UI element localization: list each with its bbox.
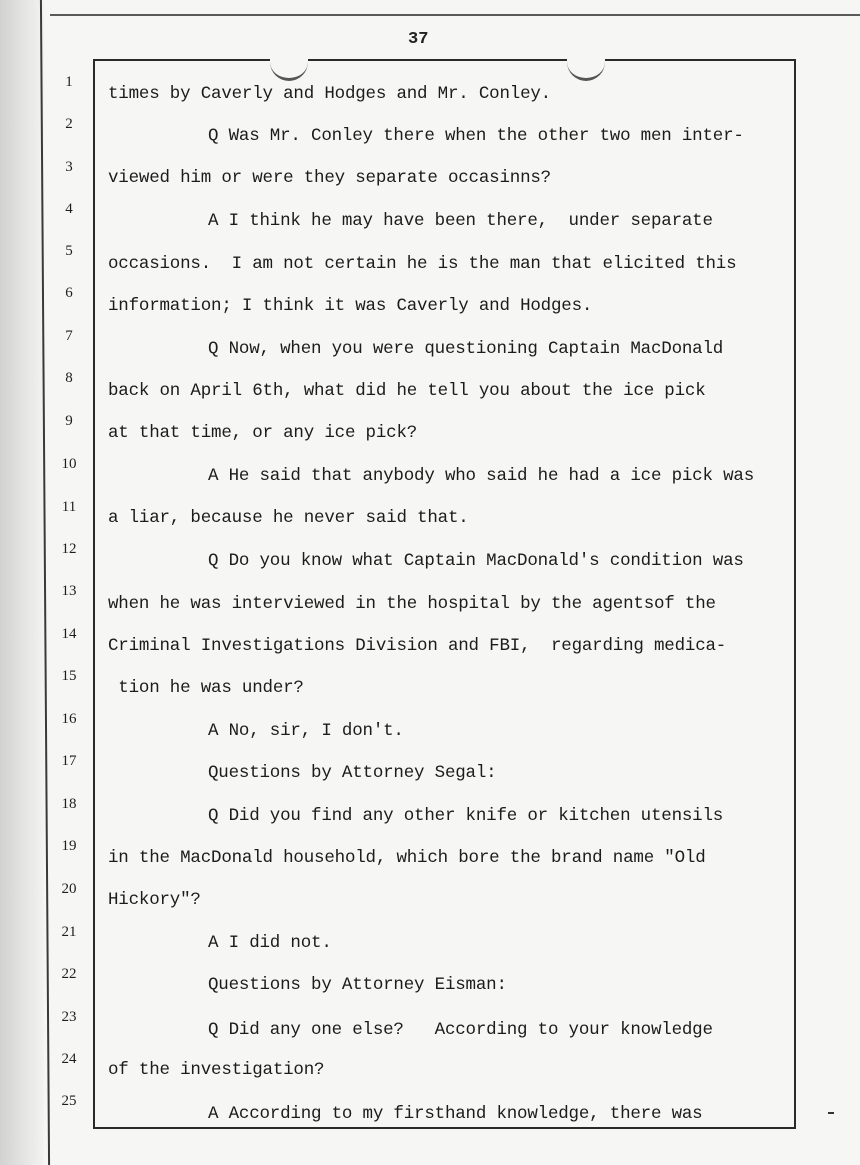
transcript-line: Criminal Investigations Division and FBI, regarding medica- — [108, 636, 727, 656]
transcript-line: Questions by Attorney Eisman: — [208, 975, 507, 995]
line-number: 2 — [65, 116, 73, 132]
transcript-line: when he was interviewed in the hospital by the agentsof the — [108, 594, 716, 614]
transcript-line: in the MacDonald household, which bore the brand name "Old — [108, 848, 706, 868]
transcript-line: tion he was under? — [108, 678, 304, 698]
transcript-line: A He said that anybody who said he had a ice pick was — [208, 466, 754, 486]
line-number: 23 — [61, 1009, 77, 1025]
transcript-line: A According to my firsthand knowledge, there was — [208, 1104, 703, 1124]
transcript-line: Q Was Mr. Conley there when the other two men inter- — [208, 126, 744, 146]
line-number: 1 — [65, 74, 73, 90]
line-number: 22 — [61, 966, 77, 982]
line-number: 8 — [65, 370, 73, 386]
transcript-line: viewed him or were they separate occasinns? — [108, 168, 551, 188]
line-number: 4 — [65, 201, 73, 217]
transcript-line: Q Now, when you were questioning Captain MacDonald — [208, 339, 724, 359]
transcript-line: at that time, or any ice pick? — [108, 423, 418, 443]
line-number: 21 — [61, 924, 77, 940]
margin-mark — [828, 1112, 834, 1114]
line-number: 17 — [61, 753, 77, 769]
line-number: 10 — [61, 456, 77, 472]
line-number: 7 — [65, 328, 73, 344]
line-number: 6 — [65, 285, 73, 301]
transcript-line: back on April 6th, what did he tell you about the ice pick — [108, 381, 706, 401]
transcript-line: A No, sir, I don't. — [208, 721, 404, 741]
transcript-line: Questions by Attorney Segal: — [208, 763, 497, 783]
line-number: 9 — [65, 413, 73, 429]
top-rule — [50, 14, 860, 16]
line-number: 19 — [61, 838, 77, 854]
transcript-line: Q Did any one else? According to your knowledge — [208, 1020, 713, 1040]
line-number: 14 — [61, 626, 77, 642]
line-number: 3 — [65, 159, 73, 175]
line-number: 12 — [61, 541, 77, 557]
page-number: 37 — [408, 30, 429, 49]
transcript-line: a liar, because he never said that. — [108, 508, 469, 528]
line-number: 15 — [61, 668, 77, 684]
transcript-line: times by Caverly and Hodges and Mr. Conley. — [108, 84, 551, 104]
binding-shadow — [0, 0, 44, 1165]
line-number: 16 — [61, 711, 77, 727]
transcript-line: Q Did you find any other knife or kitchen utensils — [208, 806, 724, 826]
line-number: 11 — [61, 499, 77, 515]
transcript-line: occasions. I am not certain he is the man that elicited this — [108, 254, 737, 274]
line-number: 24 — [61, 1051, 77, 1067]
transcript-line: Q Do you know what Captain MacDonald's condition was — [208, 551, 744, 571]
transcript-line: Hickory"? — [108, 890, 201, 910]
line-number: 13 — [61, 583, 77, 599]
line-number: 18 — [61, 796, 77, 812]
line-number: 20 — [61, 881, 77, 897]
line-number: 5 — [65, 243, 73, 259]
transcript-line: of the investigation? — [108, 1060, 325, 1080]
transcript-line: information; I think it was Caverly and Hodges. — [108, 296, 593, 316]
transcript-line: A I did not. — [208, 933, 332, 953]
line-number: 25 — [61, 1093, 77, 1109]
transcript-line: A I think he may have been there, under separate — [208, 211, 713, 231]
